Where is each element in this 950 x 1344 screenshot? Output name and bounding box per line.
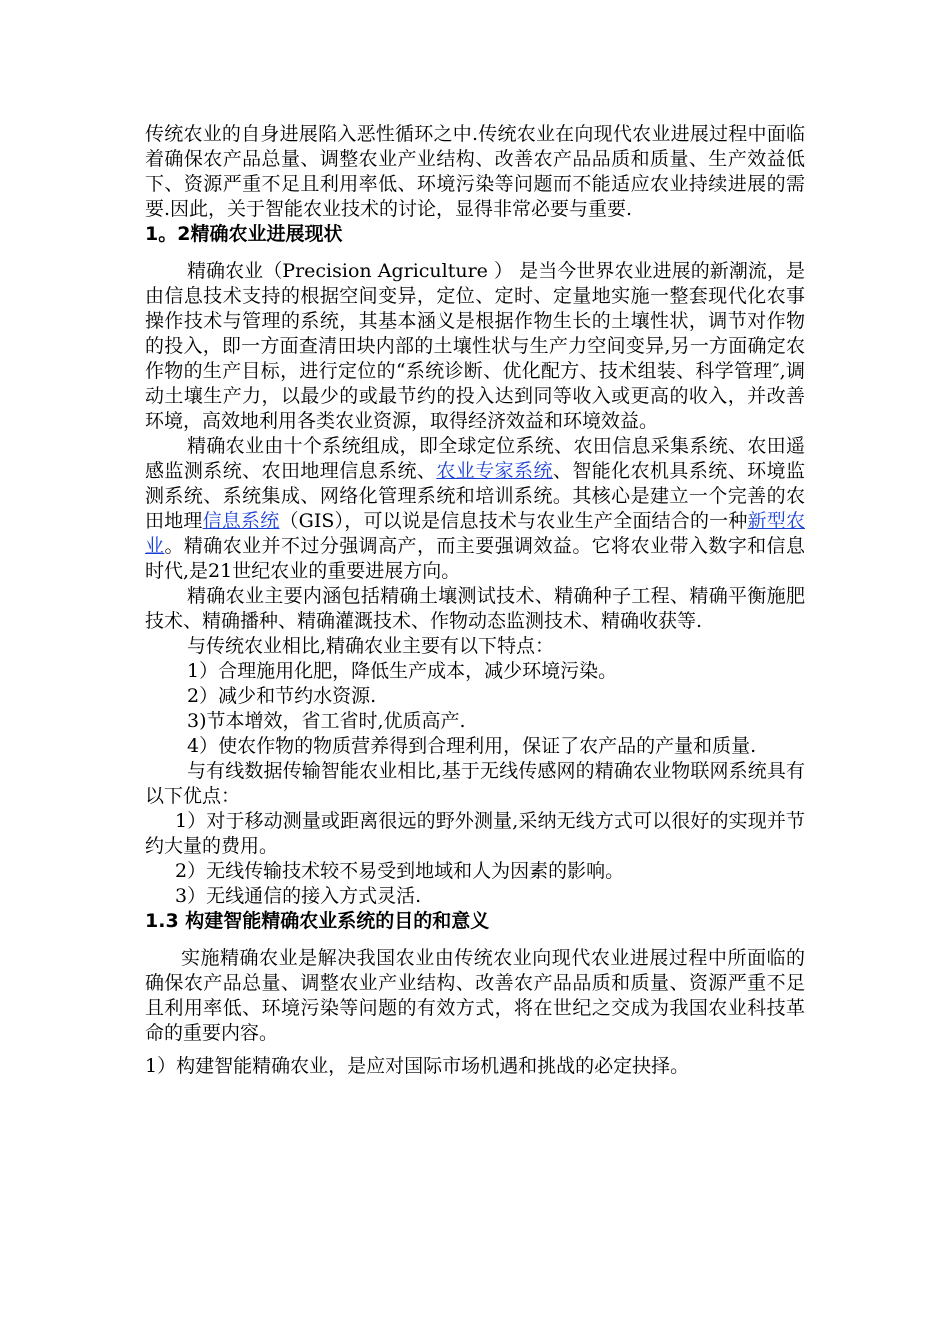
paragraph-precision-agriculture-definition: 精确农业（Precision Agriculture ） 是当今世界农业进展的新潮流，是由信息技术支持的根据空间变异，定位、定时、定量地实施一整套现代化农事操作技术与管理的系统，其基本涵义是根据作物生长的土壤性状，调节对作物的投入，即一方面查清田块内部的土壤性状与生产力空间变异,另一方面确定农作物的生产目标，进行定位的“系统诊断、优化配方、技术组装、科学管理″,调动土壤生产力，以最少的或最节约的投入达到同等收入或更高的收入，并改善环境，高效地利用各类农业资源，取得经济效益和环境效益。 — [145, 260, 805, 432]
section-heading-1-2: 1。2精确农业进展现状 — [145, 223, 343, 245]
link-agriculture-expert-system[interactable]: 农业专家系统 — [436, 460, 553, 482]
text-run: 。精确农业并不过分强调高产，而主要强调效益。它将农业带入数字和信息时代,是21世纪农业的重要进展方向。 — [145, 535, 805, 582]
link-new-agriculture[interactable]: 新型农业 — [145, 510, 805, 557]
list-item-feature-2: 2）减少和节约水资源. — [187, 685, 377, 707]
text-run: 、智能化农机具系统、环境监测系统、系统集成、网络化管理系统和培训系统。其核心是建立一个完善的农田地理 — [145, 460, 805, 532]
list-item-advantage-2: 2）无线传输技术较不易受到地域和人为因素的影响。 — [175, 860, 625, 882]
list-item-feature-1: 1）合理施用化肥，降低生产成本，减少环境污染。 — [187, 660, 618, 682]
paragraph-implementation: 实施精确农业是解决我国农业由传统农业向现代农业进展过程中所面临的确保农产品总量、调整农业产业结构、改善农产品品质和质量、资源严重不足且利用率低、环境污染等问题的有效方式，将在世纪之交成为我国农业科技革命的重要内容。 — [145, 947, 805, 1044]
list-item-feature-4: 4）使农作物的物质营养得到合理利用，保证了农产品的产量和质量. — [187, 735, 757, 757]
paragraph-main-content: 精确农业主要内涵包括精确土壤测试技术、精确种子工程、精确平衡施肥技术、精确播种、精确灌溉技术、作物动态监测技术、精确收获等. — [145, 585, 805, 632]
paragraph-ten-systems — [145, 434, 805, 584]
text-run: 精确农业由十个系统组成，即全球定位系统、农田信息采集系统、农田遥感监测系统、农田地理信息系统、 — [145, 435, 805, 482]
paragraph-features-intro: 与传统农业相比,精确农业主要有以下特点： — [187, 635, 555, 657]
paragraph-advantages-intro: 与有线数据传输智能农业相比,基于无线传感网的精确农业物联网系统具有以下优点： — [145, 760, 805, 807]
list-item-significance-1: 1）构建智能精确农业，是应对国际市场机遇和挑战的必定抉择。 — [145, 1055, 690, 1077]
section-heading-1-3: 1.3 构建智能精确农业系统的目的和意义 — [145, 910, 490, 932]
list-item-advantage-1: 1）对于移动测量或距离很远的野外测量,采纳无线方式可以很好的实现并节约大量的费用。 — [145, 810, 805, 857]
link-information-system[interactable]: 信息系统 — [202, 510, 280, 532]
paragraph-intro-continued: 传统农业的自身进展陷入恶性循环之中.传统农业在向现代农业进展过程中面临着确保农产品总量、调整农业产业结构、改善农产品品质和质量、生产效益低下、资源严重不足且利用率低、环境污染等问题而不能适应农业持续进展的需要.因此，关于智能农业技术的讨论，显得非常必要与重要. — [145, 123, 805, 220]
document-body — [145, 122, 805, 1079]
list-item-feature-3: 3)节本增效，省工省时,优质高产. — [187, 710, 466, 732]
text-run: （GIS），可以说是信息技术与农业生产全面结合的一种 — [279, 510, 748, 532]
list-item-advantage-3: 3）无线通信的接入方式灵活. — [175, 885, 422, 907]
